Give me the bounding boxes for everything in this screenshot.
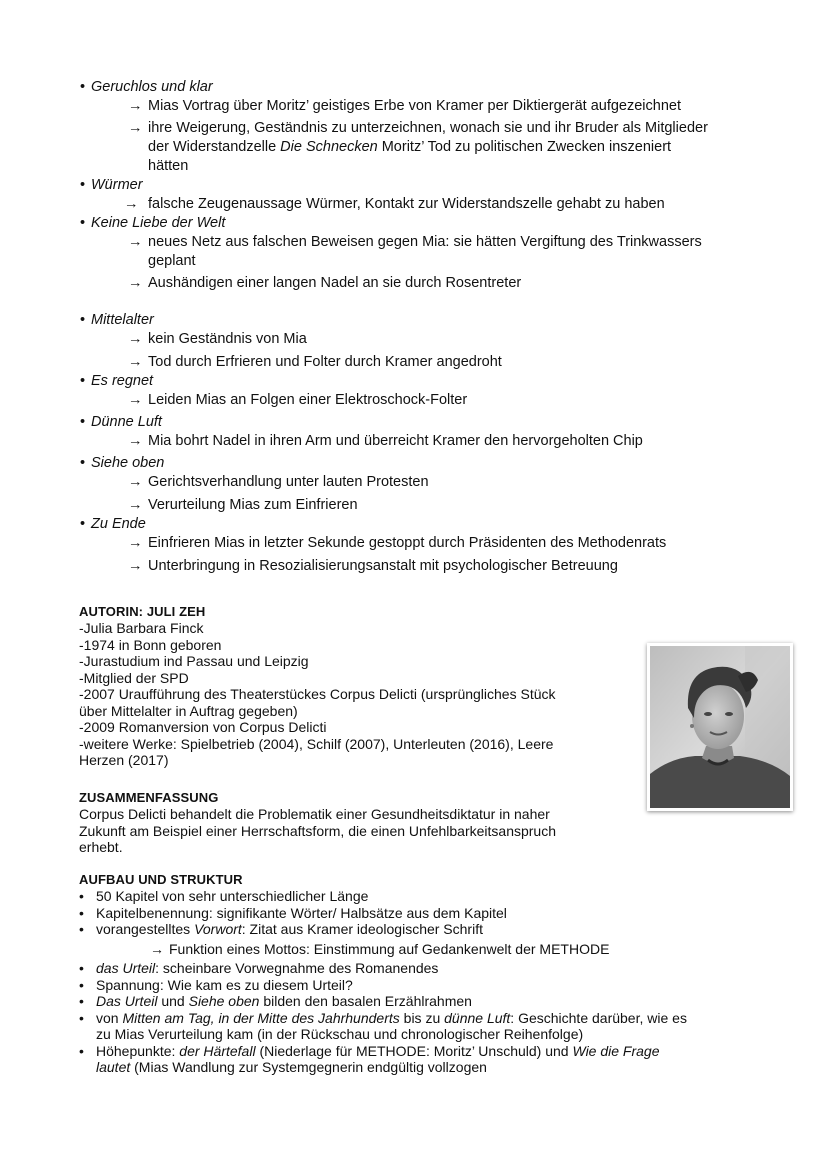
chapter-title: Keine Liebe der Welt — [91, 215, 226, 231]
chapter-point: → kein Geständnis von Mia — [128, 331, 307, 347]
bullet: • — [79, 960, 84, 976]
bullet: • — [80, 215, 86, 231]
structure-item: • Das Urteil und Siehe oben bilden den basalen Erzählrahmen — [79, 993, 472, 1009]
chapter-item — [80, 176, 780, 195]
structure-item: • das Urteil: scheinbare Vorwegnahme des Romanendes — [79, 960, 439, 976]
chapter-item — [80, 78, 780, 97]
bullet: • — [80, 177, 86, 193]
arrow-icon: → — [128, 120, 143, 136]
chapter-point: → ihre Weigerung, Geständnis zu unterzeichnen, wonach sie und ihr Bruder als Mitglieder der Widerstandzelle Die Schnecken Moritz’ Tod zu politischen Zwecken inszeniert hätten — [128, 120, 708, 174]
arrow-icon: → — [128, 354, 143, 370]
author-line: über Mittelalter in Auftrag gegeben) — [79, 702, 298, 719]
bullet: • — [79, 888, 84, 904]
author-line: -2007 Uraufführung des Theaterstückes Corpus Delicti (ursprüngliches Stück — [79, 686, 556, 702]
bullet: • — [79, 976, 84, 993]
summary-line: erhebt. — [79, 839, 123, 855]
structure-item: • vorangestelltes Vorwort: Zitat aus Kramer ideologischer Schrift — [79, 921, 483, 937]
bullet: • — [79, 1009, 84, 1026]
section-heading: AUTORIN: JULI ZEH — [79, 604, 206, 619]
chapter-point: → neues Netz aus falschen Beweisen gegen Mia: sie hätten Vergiftung des Trinkwassers geplant — [128, 234, 702, 269]
chapter-item — [80, 311, 780, 330]
chapter-point: → Tod durch Erfrieren und Folter durch Kramer angedroht — [128, 354, 502, 370]
chapter-title: Siehe oben — [91, 455, 165, 471]
author-line: Herzen (2017) — [79, 752, 169, 768]
chapter-title: Geruchlos und klar — [91, 79, 213, 95]
bullet: • — [80, 455, 86, 471]
structure-subpoint: → Funktion eines Mottos: Einstimmung auf Gedankenwelt der METHODE — [150, 940, 610, 957]
structure-item: • 50 Kapitel von sehr unterschiedlicher Länge — [79, 888, 369, 904]
section-heading: AUFBAU UND STRUKTUR — [79, 872, 243, 887]
arrow-icon: → — [128, 392, 143, 408]
arrow-icon: → — [128, 474, 143, 490]
chapter-point: → falsche Zeugenaussage Würmer, Kontakt zur Widerstandszelle gehabt zu haben — [124, 196, 665, 212]
arrow-icon: → — [128, 98, 143, 114]
author-section — [79, 604, 619, 769]
chapter-point: → Mias Vortrag über Moritz’ geistiges Erbe von Kramer per Diktiergerät aufgezeichnet — [128, 98, 681, 114]
chapter-item — [80, 413, 780, 432]
arrow-icon: → — [128, 497, 143, 513]
bullet: • — [79, 904, 84, 921]
structure-section — [79, 872, 759, 1076]
author-line: -weitere Werke: Spielbetrieb (2004), Schilf (2007), Unterleuten (2016), Leere — [79, 735, 554, 752]
author-line: -Jurastudium ind Passau und Leipzig — [79, 653, 309, 669]
chapter-item — [80, 214, 780, 233]
arrow-icon: → — [128, 558, 143, 574]
author-line: -2009 Romanversion von Corpus Delicti — [79, 719, 327, 735]
structure-item: • Höhepunkte: der Härtefall (Niederlage für METHODE: Moritz’ Unschuld) und Wie die Frage lautet (Mias Wandlung zur Systemgegnerin endgültig vollzogen — [79, 1042, 660, 1075]
arrow-icon: → — [128, 433, 143, 449]
arrow-icon: → — [128, 535, 143, 551]
chapter-item — [80, 372, 780, 391]
author-photo — [647, 643, 793, 811]
chapter-item — [80, 515, 780, 534]
author-line: -1974 in Bonn geboren — [79, 636, 222, 653]
arrow-icon: → — [128, 331, 143, 347]
bullet: • — [80, 373, 86, 389]
chapter-title: Zu Ende — [91, 516, 146, 532]
chapter-point: → Leiden Mias an Folgen einer Elektroschock-Folter — [128, 392, 468, 408]
arrow-icon: → — [150, 940, 164, 957]
bullet: • — [80, 516, 86, 532]
summary-section — [79, 790, 619, 856]
chapter-title: Es regnet — [91, 373, 154, 389]
bullet: • — [79, 1042, 84, 1059]
structure-item: • Spannung: Wie kam es zu diesem Urteil? — [79, 976, 353, 993]
chapter-title: Dünne Luft — [91, 414, 162, 430]
summary-line: Zukunft am Beispiel einer Herrschaftsform, die einen Unfehlbarkeitsanspruch — [79, 822, 557, 839]
bullet: • — [79, 921, 84, 937]
author-line: -Mitglied der SPD — [79, 669, 189, 686]
author-line: -Julia Barbara Finck — [79, 620, 204, 636]
chapter-point: → Einfrieren Mias in letzter Sekunde gestoppt durch Präsidenten des Methodenrats — [128, 535, 667, 551]
chapter-title: Würmer — [91, 177, 143, 193]
bullet: • — [80, 312, 86, 328]
chapter-title: Mittelalter — [91, 312, 154, 328]
bullet: • — [79, 993, 84, 1009]
chapter-point: → Gerichtsverhandlung unter lauten Protesten — [128, 474, 429, 490]
chapter-point: → Aushändigen einer langen Nadel an sie durch Rosentreter — [128, 275, 522, 291]
chapter-item — [80, 454, 780, 473]
chapter-point: → Unterbringung in Resozialisierungsanstalt mit psychologischer Betreuung — [128, 558, 618, 574]
section-heading: ZUSAMMENFASSUNG — [79, 790, 219, 805]
structure-item: • Kapitelbenennung: signifikante Wörter/ Halbsätze aus dem Kapitel — [79, 904, 507, 921]
bullet: • — [80, 414, 86, 430]
arrow-icon: → — [124, 196, 139, 212]
chapter-summary-list — [80, 78, 780, 576]
structure-item: • von Mitten am Tag, in der Mitte des Jahrhunderts bis zu dünne Luft: Geschichte darüber, wie es zu Mias Verurteilung kam (in der Rückschau und chronologischer Reihenfolge) — [79, 1009, 687, 1042]
chapter-point: → Verurteilung Mias zum Einfrieren — [128, 497, 358, 513]
bullet: • — [80, 79, 86, 95]
arrow-icon: → — [128, 275, 143, 291]
portrait-image — [650, 646, 790, 808]
chapter-point: → Mia bohrt Nadel in ihren Arm und überreicht Kramer den hervorgeholten Chip — [128, 433, 643, 449]
arrow-icon: → — [128, 234, 143, 250]
summary-line: Corpus Delicti behandelt die Problematik einer Gesundheitsdiktatur in naher — [79, 806, 550, 822]
